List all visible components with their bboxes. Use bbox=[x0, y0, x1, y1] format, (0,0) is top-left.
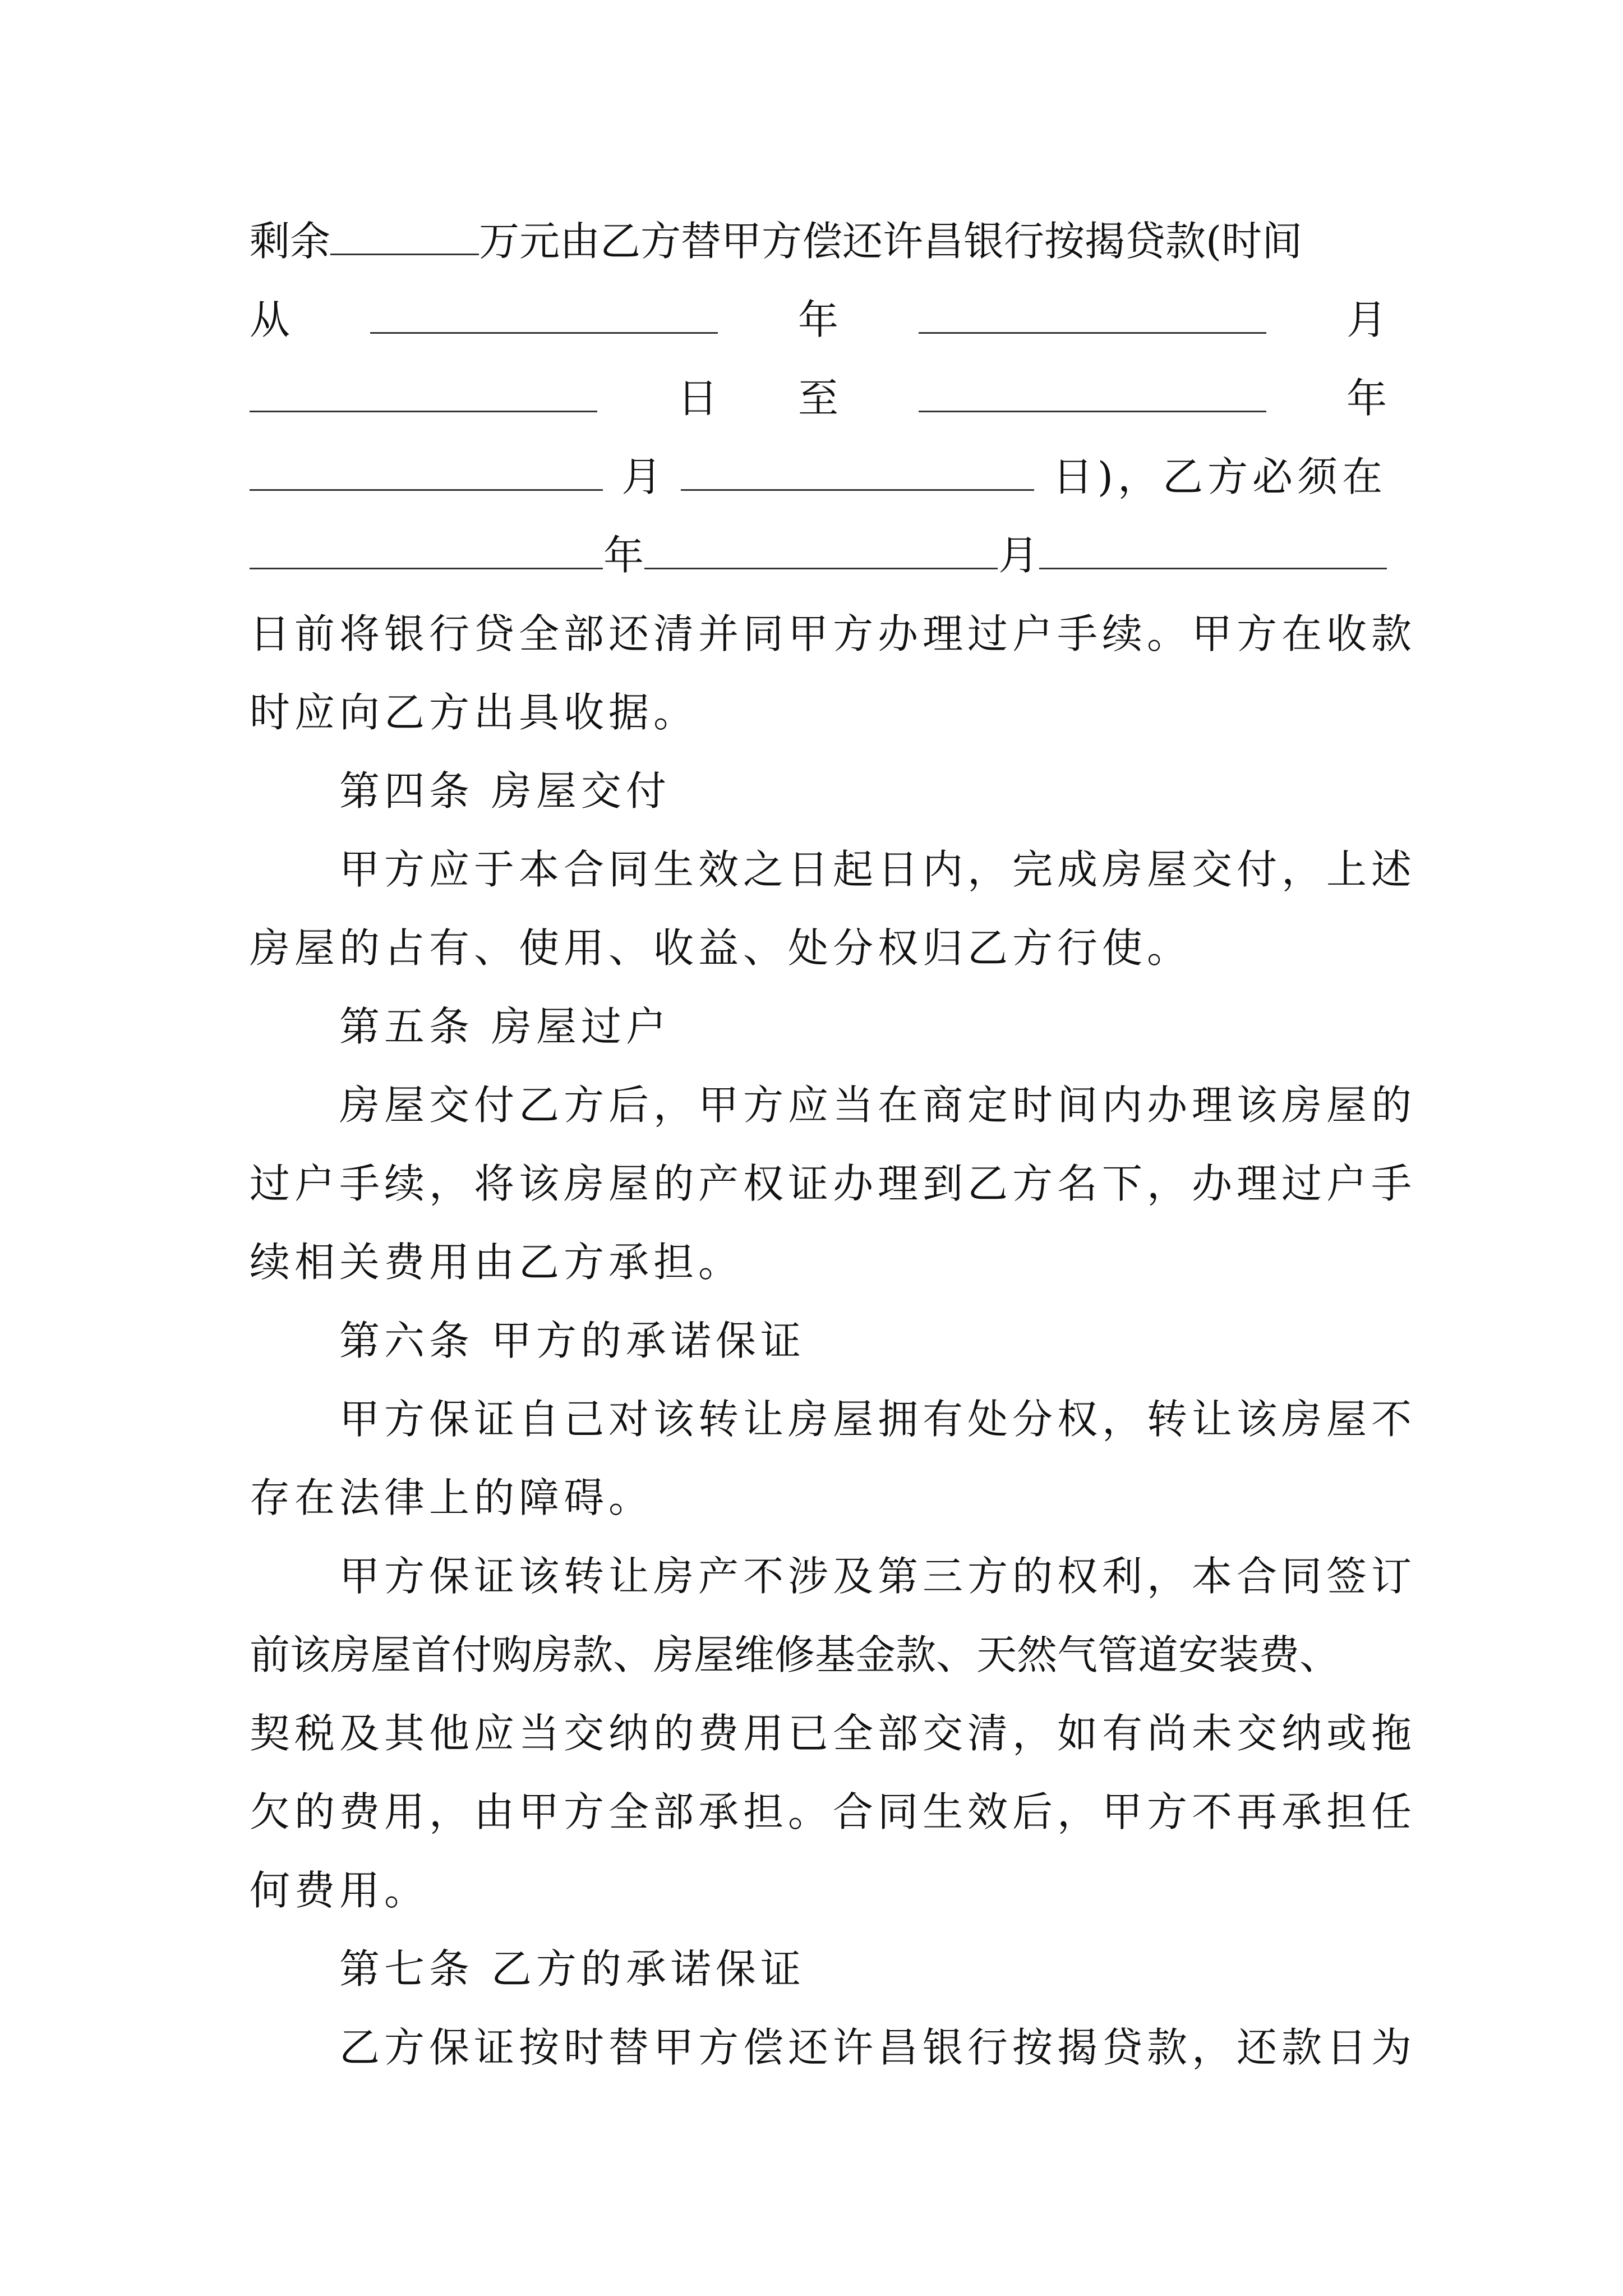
text-line: 甲方保证该转让房产不涉及第三方的权利，本合同签订 bbox=[339, 1553, 1417, 1600]
text-span: 月 bbox=[1346, 296, 1387, 343]
text-span: 月 bbox=[621, 453, 662, 500]
text-span: 年 bbox=[603, 532, 644, 579]
text-line: 甲方应于本合同生效之日起日内，完成房屋交付，上述 bbox=[339, 846, 1417, 893]
text-line bbox=[250, 524, 1387, 586]
text-line: 契税及其他应当交纳的费用已全部交清，如有尚未交纳或拖 bbox=[250, 1710, 1417, 1757]
text-line bbox=[250, 210, 1387, 272]
fill-blank[interactable] bbox=[250, 528, 603, 569]
fill-blank[interactable] bbox=[919, 371, 1266, 412]
fill-blank[interactable] bbox=[919, 293, 1266, 334]
text-span: 日)，乙方必须在 bbox=[1052, 453, 1387, 500]
text-line: 房屋交付乙方后，甲方应当在商定时间内办理该房屋的 bbox=[339, 1082, 1417, 1129]
text-line: 续相关费用由乙方承担。 bbox=[250, 1239, 744, 1286]
text-span: 月 bbox=[998, 532, 1039, 579]
section-heading: 第四条 房屋交付 bbox=[339, 767, 671, 815]
text-line: 甲方保证自己对该转让房屋拥有处分权，转让该房屋不 bbox=[339, 1396, 1417, 1443]
fill-blank[interactable] bbox=[644, 528, 998, 569]
text-line: 过户手续，将该房屋的产权证办理到乙方名下，办理过户手 bbox=[250, 1160, 1417, 1207]
fill-blank[interactable] bbox=[370, 293, 718, 334]
text-span: 年 bbox=[797, 296, 838, 343]
fill-blank[interactable] bbox=[250, 450, 603, 491]
text-line: 欠的费用，由甲方全部承担。合同生效后，甲方不再承担任 bbox=[250, 1788, 1417, 1835]
fill-blank[interactable] bbox=[330, 214, 479, 255]
fill-blank[interactable] bbox=[681, 450, 1034, 491]
text-span: 剩余 bbox=[250, 218, 331, 265]
text-line: 时应向乙方出具收据。 bbox=[250, 689, 699, 736]
text-span: 从 bbox=[250, 296, 291, 343]
text-line: 乙方保证按时替甲方偿还许昌银行按揭贷款，还款日为 bbox=[339, 2024, 1417, 2071]
text-line bbox=[250, 446, 1387, 508]
text-line: 前该房屋首付购房款、房屋维修基金款、天然气管道安装费、 bbox=[250, 1631, 1340, 1678]
text-line: 日前将银行贷全部还清并同甲方办理过户手续。甲方在收款 bbox=[250, 610, 1417, 657]
text-span: 年 bbox=[1346, 375, 1387, 422]
text-span: 日 bbox=[677, 375, 718, 422]
fill-blank[interactable] bbox=[250, 371, 597, 412]
fill-blank[interactable] bbox=[1039, 528, 1387, 569]
text-line bbox=[250, 289, 1387, 351]
text-line bbox=[250, 367, 1387, 429]
text-span: 至 bbox=[797, 375, 838, 422]
text-line: 房屋的占有、使用、收益、处分权归乙方行使。 bbox=[250, 924, 1192, 972]
section-heading: 第六条 甲方的承诺保证 bbox=[339, 1317, 805, 1364]
section-heading: 第五条 房屋过户 bbox=[339, 1003, 671, 1050]
section-heading: 第七条 乙方的承诺保证 bbox=[339, 1945, 805, 1993]
text-span: 万元由乙方替甲方偿还许昌银行按揭贷款(时间 bbox=[479, 218, 1303, 265]
text-line: 何费用。 bbox=[250, 1867, 430, 1914]
text-line: 存在法律上的障碍。 bbox=[250, 1474, 654, 1521]
